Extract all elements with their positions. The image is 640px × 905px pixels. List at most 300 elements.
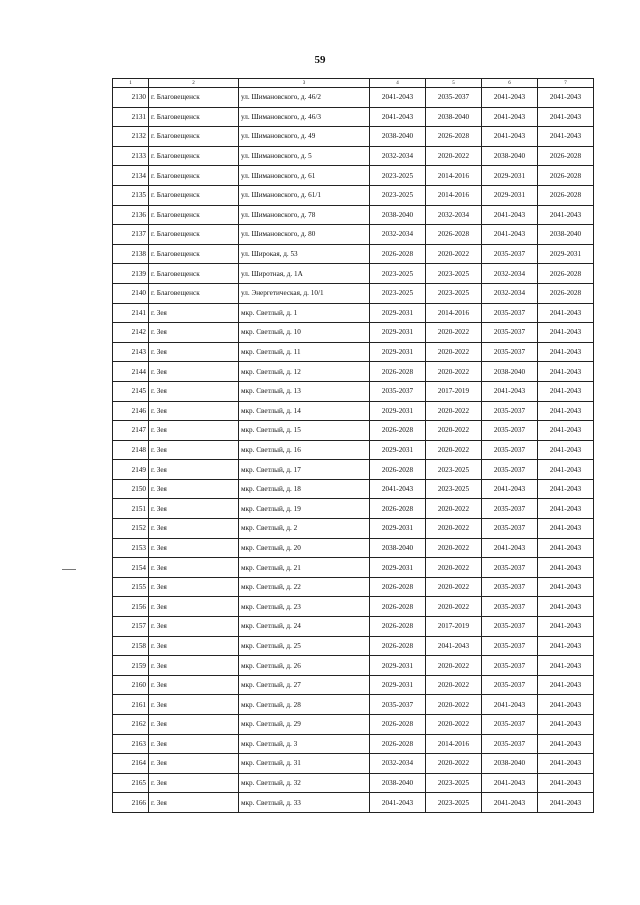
table-row: [113, 754, 594, 774]
period-cell: 2035-2037: [482, 656, 538, 676]
period-cell: 2041-2043: [538, 342, 594, 362]
period-cell: 2041-2043: [538, 538, 594, 558]
address-cell: мкр. Светлый, д. 27: [239, 675, 370, 695]
row-number-cell: 2163: [113, 734, 149, 754]
period-cell: 2041-2043: [482, 225, 538, 245]
table-row: [113, 656, 594, 676]
period-cell: 2020-2022: [426, 499, 482, 519]
row-number-cell: 2160: [113, 675, 149, 695]
period-cell: 2038-2040: [482, 754, 538, 774]
table-row: [113, 499, 594, 519]
period-cell: 2041-2043: [538, 754, 594, 774]
address-cell: ул. Шимановского, д. 46/2: [239, 88, 370, 108]
period-cell: 2029-2031: [370, 675, 426, 695]
period-cell: 2041-2043: [538, 479, 594, 499]
period-cell: 2041-2043: [370, 107, 426, 127]
city-cell: г. Зея: [149, 381, 239, 401]
period-cell: 2020-2022: [426, 656, 482, 676]
period-cell: 2023-2025: [426, 264, 482, 284]
row-number-cell: 2158: [113, 636, 149, 656]
city-cell: г. Зея: [149, 323, 239, 343]
period-cell: 2041-2043: [482, 88, 538, 108]
table-row: [113, 127, 594, 147]
row-number-cell: 2166: [113, 793, 149, 813]
row-number-cell: 2134: [113, 166, 149, 186]
row-number-cell: 2144: [113, 362, 149, 382]
city-cell: г. Зея: [149, 401, 239, 421]
period-cell: 2041-2043: [538, 205, 594, 225]
period-cell: 2032-2034: [370, 754, 426, 774]
period-cell: 2041-2043: [538, 401, 594, 421]
period-cell: 2038-2040: [538, 225, 594, 245]
column-header: 1: [113, 79, 149, 88]
period-cell: 2041-2043: [538, 577, 594, 597]
row-number-cell: 2132: [113, 127, 149, 147]
row-number-cell: 2162: [113, 715, 149, 735]
period-cell: 2041-2043: [538, 127, 594, 147]
period-cell: 2026-2028: [370, 577, 426, 597]
column-header: 2: [149, 79, 239, 88]
period-cell: 2029-2031: [538, 244, 594, 264]
address-cell: ул. Энергетическая, д. 10/1: [239, 283, 370, 303]
column-header: 3: [239, 79, 370, 88]
address-cell: ул. Шимановского, д. 49: [239, 127, 370, 147]
row-number-cell: 2130: [113, 88, 149, 108]
table-row: [113, 264, 594, 284]
period-cell: 2041-2043: [482, 538, 538, 558]
period-cell: 2026-2028: [370, 636, 426, 656]
period-cell: 2029-2031: [370, 656, 426, 676]
period-cell: 2035-2037: [482, 460, 538, 480]
period-cell: 2038-2040: [370, 127, 426, 147]
city-cell: г. Зея: [149, 421, 239, 441]
address-cell: ул. Шимановского, д. 80: [239, 225, 370, 245]
table-row: [113, 636, 594, 656]
city-cell: г. Благовещенск: [149, 88, 239, 108]
address-cell: ул. Шимановского, д. 5: [239, 146, 370, 166]
address-cell: мкр. Светлый, д. 20: [239, 538, 370, 558]
period-cell: 2026-2028: [370, 715, 426, 735]
city-cell: г. Зея: [149, 558, 239, 578]
period-cell: 2035-2037: [482, 675, 538, 695]
table-row: [113, 558, 594, 578]
address-cell: мкр. Светлый, д. 10: [239, 323, 370, 343]
period-cell: 2032-2034: [370, 146, 426, 166]
city-cell: г. Благовещенск: [149, 244, 239, 264]
address-cell: мкр. Светлый, д. 23: [239, 597, 370, 617]
period-cell: 2035-2037: [482, 577, 538, 597]
city-cell: г. Зея: [149, 362, 239, 382]
city-cell: г. Зея: [149, 460, 239, 480]
row-number-cell: 2164: [113, 754, 149, 774]
table-header: [113, 79, 594, 88]
period-cell: 2041-2043: [482, 695, 538, 715]
row-number-cell: 2138: [113, 244, 149, 264]
period-cell: 2038-2040: [370, 538, 426, 558]
city-cell: г. Зея: [149, 636, 239, 656]
period-cell: 2023-2025: [370, 185, 426, 205]
address-cell: мкр. Светлый, д. 17: [239, 460, 370, 480]
period-cell: 2041-2043: [538, 715, 594, 735]
period-cell: 2026-2028: [538, 146, 594, 166]
address-cell: мкр. Светлый, д. 28: [239, 695, 370, 715]
address-cell: ул. Шимановского, д. 61/1: [239, 185, 370, 205]
period-cell: 2020-2022: [426, 695, 482, 715]
address-cell: мкр. Светлый, д. 15: [239, 421, 370, 441]
period-cell: 2041-2043: [370, 793, 426, 813]
period-cell: 2041-2043: [370, 479, 426, 499]
city-cell: г. Зея: [149, 519, 239, 539]
row-number-cell: 2140: [113, 283, 149, 303]
period-cell: 2041-2043: [538, 519, 594, 539]
period-cell: 2029-2031: [370, 323, 426, 343]
period-cell: 2026-2028: [370, 362, 426, 382]
period-cell: 2041-2043: [538, 675, 594, 695]
table-row: [113, 597, 594, 617]
city-cell: г. Благовещенск: [149, 264, 239, 284]
period-cell: 2041-2043: [482, 127, 538, 147]
table-row: [113, 323, 594, 343]
city-cell: г. Зея: [149, 754, 239, 774]
period-cell: 2041-2043: [538, 734, 594, 754]
period-cell: 2038-2040: [370, 205, 426, 225]
row-number-cell: 2145: [113, 381, 149, 401]
column-header: 4: [370, 79, 426, 88]
address-cell: ул. Шимановского, д. 78: [239, 205, 370, 225]
table-row: [113, 88, 594, 108]
period-cell: 2035-2037: [482, 303, 538, 323]
address-cell: мкр. Светлый, д. 14: [239, 401, 370, 421]
period-cell: 2026-2028: [370, 460, 426, 480]
city-cell: г. Зея: [149, 695, 239, 715]
table-row: [113, 675, 594, 695]
period-cell: 2041-2043: [538, 421, 594, 441]
city-cell: г. Зея: [149, 675, 239, 695]
period-cell: 2023-2025: [426, 773, 482, 793]
table-row: [113, 205, 594, 225]
period-cell: 2017-2019: [426, 617, 482, 637]
address-cell: мкр. Светлый, д. 11: [239, 342, 370, 362]
period-cell: 2020-2022: [426, 538, 482, 558]
city-cell: г. Зея: [149, 577, 239, 597]
period-cell: 2041-2043: [538, 323, 594, 343]
table-row: [113, 401, 594, 421]
period-cell: 2035-2037: [426, 88, 482, 108]
table-row: [113, 283, 594, 303]
period-cell: 2041-2043: [482, 793, 538, 813]
row-number-cell: 2139: [113, 264, 149, 284]
period-cell: 2026-2028: [538, 185, 594, 205]
row-number-cell: 2156: [113, 597, 149, 617]
period-cell: 2035-2037: [482, 617, 538, 637]
period-cell: 2029-2031: [482, 185, 538, 205]
city-cell: г. Благовещенск: [149, 107, 239, 127]
row-number-cell: 2137: [113, 225, 149, 245]
period-cell: 2035-2037: [482, 440, 538, 460]
address-cell: мкр. Светлый, д. 12: [239, 362, 370, 382]
period-cell: 2041-2043: [482, 205, 538, 225]
period-cell: 2041-2043: [482, 479, 538, 499]
period-cell: 2035-2037: [482, 499, 538, 519]
city-cell: г. Зея: [149, 538, 239, 558]
table-row: [113, 146, 594, 166]
address-cell: мкр. Светлый, д. 21: [239, 558, 370, 578]
period-cell: 2026-2028: [538, 264, 594, 284]
period-cell: 2020-2022: [426, 401, 482, 421]
period-cell: 2026-2028: [426, 127, 482, 147]
period-cell: 2020-2022: [426, 519, 482, 539]
period-cell: 2026-2028: [538, 166, 594, 186]
period-cell: 2020-2022: [426, 597, 482, 617]
city-cell: г. Зея: [149, 715, 239, 735]
margin-mark: [62, 569, 76, 570]
table-row: [113, 715, 594, 735]
row-number-cell: 2159: [113, 656, 149, 676]
period-cell: 2032-2034: [426, 205, 482, 225]
row-number-cell: 2146: [113, 401, 149, 421]
row-number-cell: 2133: [113, 146, 149, 166]
period-cell: 2041-2043: [370, 88, 426, 108]
period-cell: 2035-2037: [482, 519, 538, 539]
period-cell: 2020-2022: [426, 362, 482, 382]
period-cell: 2041-2043: [538, 597, 594, 617]
period-cell: 2032-2034: [482, 283, 538, 303]
address-cell: мкр. Светлый, д. 2: [239, 519, 370, 539]
address-cell: мкр. Светлый, д. 16: [239, 440, 370, 460]
address-cell: мкр. Светлый, д. 32: [239, 773, 370, 793]
period-cell: 2020-2022: [426, 577, 482, 597]
period-cell: 2035-2037: [482, 636, 538, 656]
row-number-cell: 2153: [113, 538, 149, 558]
table-row: [113, 479, 594, 499]
period-cell: 2026-2028: [370, 597, 426, 617]
table-row: [113, 734, 594, 754]
table-row: [113, 773, 594, 793]
table-row: [113, 166, 594, 186]
period-cell: 2023-2025: [370, 264, 426, 284]
period-cell: 2041-2043: [538, 88, 594, 108]
table-row: [113, 421, 594, 441]
city-cell: г. Зея: [149, 479, 239, 499]
period-cell: 2023-2025: [426, 793, 482, 813]
period-cell: 2020-2022: [426, 715, 482, 735]
period-cell: 2020-2022: [426, 244, 482, 264]
period-cell: 2023-2025: [426, 460, 482, 480]
period-cell: 2020-2022: [426, 146, 482, 166]
city-cell: г. Благовещенск: [149, 146, 239, 166]
period-cell: 2041-2043: [538, 695, 594, 715]
row-number-cell: 2165: [113, 773, 149, 793]
table-row: [113, 362, 594, 382]
period-cell: 2041-2043: [538, 499, 594, 519]
period-cell: 2041-2043: [482, 107, 538, 127]
row-number-cell: 2141: [113, 303, 149, 323]
period-cell: 2041-2043: [482, 381, 538, 401]
city-cell: г. Благовещенск: [149, 283, 239, 303]
address-cell: мкр. Светлый, д. 1: [239, 303, 370, 323]
period-cell: 2020-2022: [426, 675, 482, 695]
row-number-cell: 2131: [113, 107, 149, 127]
city-cell: г. Зея: [149, 793, 239, 813]
period-cell: 2020-2022: [426, 754, 482, 774]
period-cell: 2017-2019: [426, 381, 482, 401]
row-number-cell: 2154: [113, 558, 149, 578]
period-cell: 2032-2034: [482, 264, 538, 284]
period-cell: 2035-2037: [370, 695, 426, 715]
period-cell: 2035-2037: [482, 323, 538, 343]
period-cell: 2035-2037: [482, 734, 538, 754]
period-cell: 2041-2043: [538, 793, 594, 813]
city-cell: г. Зея: [149, 656, 239, 676]
city-cell: г. Зея: [149, 440, 239, 460]
period-cell: 2038-2040: [482, 362, 538, 382]
period-cell: 2020-2022: [426, 323, 482, 343]
period-cell: 2035-2037: [482, 421, 538, 441]
address-cell: ул. Шимановского, д. 46/3: [239, 107, 370, 127]
period-cell: 2014-2016: [426, 303, 482, 323]
table-row: [113, 617, 594, 637]
city-cell: г. Зея: [149, 303, 239, 323]
period-cell: 2041-2043: [538, 617, 594, 637]
city-cell: г. Зея: [149, 617, 239, 637]
row-number-cell: 2150: [113, 479, 149, 499]
row-number-cell: 2142: [113, 323, 149, 343]
period-cell: 2014-2016: [426, 734, 482, 754]
row-number-cell: 2161: [113, 695, 149, 715]
row-number-cell: 2135: [113, 185, 149, 205]
address-cell: мкр. Светлый, д. 22: [239, 577, 370, 597]
period-cell: 2026-2028: [370, 421, 426, 441]
period-cell: 2041-2043: [538, 107, 594, 127]
table-row: [113, 460, 594, 480]
table-row: [113, 244, 594, 264]
table-row: [113, 107, 594, 127]
period-cell: 2041-2043: [538, 440, 594, 460]
table-body: [113, 88, 594, 813]
period-cell: 2041-2043: [538, 303, 594, 323]
city-cell: г. Благовещенск: [149, 205, 239, 225]
table-row: [113, 577, 594, 597]
row-number-cell: 2155: [113, 577, 149, 597]
address-cell: мкр. Светлый, д. 31: [239, 754, 370, 774]
row-number-cell: 2152: [113, 519, 149, 539]
page-number: 59: [314, 54, 326, 66]
address-cell: мкр. Светлый, д. 29: [239, 715, 370, 735]
period-cell: 2023-2025: [426, 283, 482, 303]
period-cell: 2023-2025: [426, 479, 482, 499]
period-cell: 2035-2037: [482, 558, 538, 578]
column-header: 7: [538, 79, 594, 88]
period-cell: 2035-2037: [482, 342, 538, 362]
row-number-cell: 2151: [113, 499, 149, 519]
table-row: [113, 538, 594, 558]
period-cell: 2041-2043: [538, 636, 594, 656]
period-cell: 2035-2037: [482, 597, 538, 617]
period-cell: 2026-2028: [426, 225, 482, 245]
address-cell: мкр. Светлый, д. 24: [239, 617, 370, 637]
period-cell: 2029-2031: [482, 166, 538, 186]
city-cell: г. Благовещенск: [149, 225, 239, 245]
table-row: [113, 303, 594, 323]
period-cell: 2041-2043: [538, 362, 594, 382]
period-cell: 2041-2043: [538, 773, 594, 793]
period-cell: 2041-2043: [538, 460, 594, 480]
period-cell: 2023-2025: [370, 283, 426, 303]
period-cell: 2020-2022: [426, 558, 482, 578]
table-row: [113, 695, 594, 715]
period-cell: 2041-2043: [538, 381, 594, 401]
period-cell: 2029-2031: [370, 558, 426, 578]
address-cell: мкр. Светлый, д. 26: [239, 656, 370, 676]
city-cell: г. Зея: [149, 597, 239, 617]
period-cell: 2023-2025: [370, 166, 426, 186]
table-row: [113, 793, 594, 813]
table-row: [113, 225, 594, 245]
period-cell: 2035-2037: [482, 715, 538, 735]
city-cell: г. Зея: [149, 734, 239, 754]
period-cell: 2026-2028: [538, 283, 594, 303]
address-cell: мкр. Светлый, д. 25: [239, 636, 370, 656]
period-cell: 2014-2016: [426, 166, 482, 186]
row-number-cell: 2157: [113, 617, 149, 637]
period-cell: 2020-2022: [426, 421, 482, 441]
period-cell: 2026-2028: [370, 617, 426, 637]
address-cell: мкр. Светлый, д. 3: [239, 734, 370, 754]
address-cell: ул. Широтная, д. 1А: [239, 264, 370, 284]
row-number-cell: 2149: [113, 460, 149, 480]
period-cell: 2029-2031: [370, 401, 426, 421]
table-row: [113, 381, 594, 401]
period-cell: 2026-2028: [370, 499, 426, 519]
table-row: [113, 342, 594, 362]
column-header: 6: [482, 79, 538, 88]
row-number-cell: 2147: [113, 421, 149, 441]
city-cell: г. Зея: [149, 773, 239, 793]
period-cell: 2038-2040: [482, 146, 538, 166]
row-number-cell: 2148: [113, 440, 149, 460]
period-cell: 2041-2043: [426, 636, 482, 656]
city-cell: г. Зея: [149, 499, 239, 519]
address-cell: мкр. Светлый, д. 33: [239, 793, 370, 813]
period-cell: 2026-2028: [370, 734, 426, 754]
row-number-cell: 2136: [113, 205, 149, 225]
registry-table: [112, 78, 594, 813]
period-cell: 2035-2037: [370, 381, 426, 401]
period-cell: 2038-2040: [370, 773, 426, 793]
period-cell: 2038-2040: [426, 107, 482, 127]
address-cell: мкр. Светлый, д. 13: [239, 381, 370, 401]
table-row: [113, 519, 594, 539]
table-row: [113, 185, 594, 205]
period-cell: 2032-2034: [370, 225, 426, 245]
address-cell: ул. Шимановского, д. 61: [239, 166, 370, 186]
city-cell: г. Благовещенск: [149, 166, 239, 186]
period-cell: 2029-2031: [370, 440, 426, 460]
table-row: [113, 440, 594, 460]
row-number-cell: 2143: [113, 342, 149, 362]
address-cell: мкр. Светлый, д. 19: [239, 499, 370, 519]
address-cell: мкр. Светлый, д. 18: [239, 479, 370, 499]
period-cell: 2035-2037: [482, 244, 538, 264]
column-header: 5: [426, 79, 482, 88]
city-cell: г. Благовещенск: [149, 127, 239, 147]
city-cell: г. Благовещенск: [149, 185, 239, 205]
city-cell: г. Зея: [149, 342, 239, 362]
period-cell: 2029-2031: [370, 303, 426, 323]
period-cell: 2020-2022: [426, 342, 482, 362]
address-cell: ул. Широкая, д. 53: [239, 244, 370, 264]
period-cell: 2041-2043: [538, 558, 594, 578]
